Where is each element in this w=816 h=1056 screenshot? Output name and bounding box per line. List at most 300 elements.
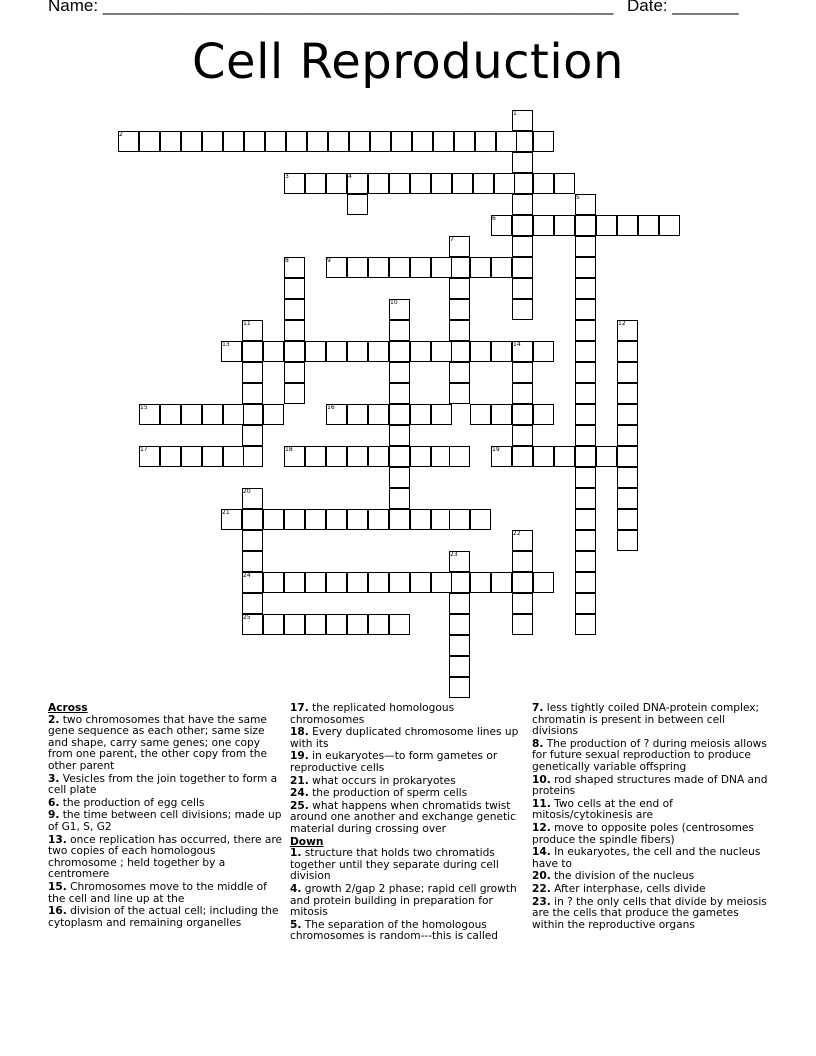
grid-cell[interactable] xyxy=(575,488,596,509)
grid-cell[interactable] xyxy=(412,131,433,152)
grid-cell[interactable] xyxy=(512,194,533,215)
grid-cell[interactable] xyxy=(349,131,370,152)
grid-cell[interactable] xyxy=(410,173,431,194)
grid-cell[interactable] xyxy=(389,446,410,467)
grid-cell[interactable] xyxy=(347,572,368,593)
clue-number: 5 xyxy=(576,194,580,201)
grid-cell[interactable] xyxy=(389,467,410,488)
grid-cell[interactable] xyxy=(449,509,470,530)
grid-cell[interactable] xyxy=(494,173,515,194)
grid-cell[interactable] xyxy=(223,131,244,152)
grid-cell[interactable] xyxy=(512,362,533,383)
grid-cell[interactable] xyxy=(242,509,263,530)
grid-cell[interactable] xyxy=(410,257,431,278)
clue-item-text: the division of the nucleus xyxy=(550,870,695,883)
clue-item-text: division of the actual cell; including the cytoplasm and remaining organelles xyxy=(48,905,279,929)
clue-number: 2 xyxy=(119,131,123,138)
clue-item-number: 8. xyxy=(532,737,544,750)
clue-item-text: the production of egg cells xyxy=(59,796,205,809)
grid-cell[interactable] xyxy=(242,593,263,614)
clue-item-number: 23. xyxy=(532,895,551,908)
grid-cell[interactable] xyxy=(449,257,470,278)
grid-cell[interactable] xyxy=(617,383,638,404)
clue-item xyxy=(290,788,526,800)
grid-cell[interactable] xyxy=(307,131,328,152)
clues-column-3 xyxy=(532,703,768,932)
grid-cell[interactable] xyxy=(449,593,470,614)
grid-cell[interactable] xyxy=(284,299,305,320)
date-line: Date: _______ xyxy=(627,0,739,15)
grid-cell[interactable] xyxy=(575,299,596,320)
grid-cell[interactable] xyxy=(431,257,452,278)
grid-cell[interactable] xyxy=(391,131,412,152)
clue-item xyxy=(290,751,526,774)
grid-cell[interactable] xyxy=(368,614,389,635)
grid-cell[interactable] xyxy=(242,425,263,446)
grid-cell[interactable] xyxy=(202,131,223,152)
grid-cell[interactable] xyxy=(242,551,263,572)
grid-cell[interactable] xyxy=(263,509,284,530)
grid-cell[interactable] xyxy=(617,404,638,425)
clue-item-text: less tightly coiled DNA-protein complex; chromatin is present in between cell divisions xyxy=(532,702,760,738)
grid-cell[interactable] xyxy=(470,509,491,530)
grid-cell[interactable] xyxy=(284,572,305,593)
grid-cell[interactable] xyxy=(638,215,659,236)
grid-cell[interactable] xyxy=(431,173,452,194)
clue-number: 13 xyxy=(222,341,230,348)
grid-cell[interactable] xyxy=(449,278,470,299)
clue-number: 6 xyxy=(492,215,496,222)
grid-cell[interactable] xyxy=(389,341,410,362)
clue-number: 1 xyxy=(513,110,517,117)
grid-cell[interactable] xyxy=(533,341,554,362)
grid-cell[interactable] xyxy=(263,404,284,425)
grid-cell[interactable] xyxy=(242,530,263,551)
clue-item-number: 17. xyxy=(290,702,309,714)
clue-number: 10 xyxy=(390,299,398,306)
clue-number: 20 xyxy=(243,488,251,495)
grid-cell[interactable] xyxy=(284,614,305,635)
clue-item-number: 11. xyxy=(532,797,551,810)
grid-cell[interactable] xyxy=(533,446,554,467)
grid-cell[interactable] xyxy=(449,341,470,362)
grid-cell[interactable] xyxy=(596,215,617,236)
grid-cell[interactable] xyxy=(575,215,596,236)
clue-item-text: the time between cell divisions; made up of G1, S, G2 xyxy=(48,809,282,833)
grid-cell[interactable] xyxy=(473,173,494,194)
clue-number: 11 xyxy=(243,320,251,327)
grid-cell[interactable] xyxy=(431,572,452,593)
clue-number: 18 xyxy=(285,446,293,453)
grid-cell[interactable] xyxy=(370,131,391,152)
across-clue-list xyxy=(48,715,284,930)
grid-cell[interactable] xyxy=(326,614,347,635)
grid-cell[interactable] xyxy=(389,257,410,278)
clue-number: 24 xyxy=(243,572,251,579)
grid-cell[interactable] xyxy=(139,131,160,152)
name-line: Name: ______________________________________________________ xyxy=(48,0,614,15)
clue-item-number: 25. xyxy=(290,799,309,812)
clue-item xyxy=(48,810,284,833)
grid-cell[interactable] xyxy=(242,362,263,383)
grid-cell[interactable] xyxy=(449,614,470,635)
grid-cell[interactable] xyxy=(263,572,284,593)
clue-item-text: two chromosomes that have the same gene sequence as each other; same size and shape, carry same genes; one copy from one parent, the other copy from the other parent xyxy=(48,713,267,772)
clue-item-number: 3. xyxy=(48,772,60,785)
clue-item xyxy=(290,884,526,919)
grid-cell[interactable] xyxy=(305,341,326,362)
clue-number: 9 xyxy=(327,257,331,264)
clue-item-number: 10. xyxy=(532,773,551,786)
grid-cell[interactable] xyxy=(533,215,554,236)
grid-cell[interactable] xyxy=(326,572,347,593)
clue-number: 7 xyxy=(450,236,454,243)
grid-cell[interactable] xyxy=(160,404,181,425)
clue-item-text: rod shaped structures made of DNA and proteins xyxy=(532,773,768,798)
grid-cell[interactable] xyxy=(347,446,368,467)
clue-item-text: The separation of the homologous chromosomes is random---this is called xyxy=(290,918,499,943)
grid-cell[interactable] xyxy=(284,320,305,341)
clue-item-number: 24. xyxy=(290,787,309,800)
grid-cell[interactable] xyxy=(389,320,410,341)
grid-cell[interactable] xyxy=(347,614,368,635)
grid-cell[interactable] xyxy=(347,257,368,278)
clue-number: 12 xyxy=(618,320,626,327)
grid-cell[interactable] xyxy=(575,320,596,341)
clue-item-text: growth 2/gap 2 phase; rapid cell growth and protein building in preparation for mitosis xyxy=(290,882,517,919)
clue-number: 17 xyxy=(140,446,148,453)
down-clue-list xyxy=(290,848,526,943)
grid-cell[interactable] xyxy=(242,404,263,425)
grid-cell[interactable] xyxy=(368,404,389,425)
grid-cell[interactable] xyxy=(389,509,410,530)
grid-cell[interactable] xyxy=(617,215,638,236)
grid-cell[interactable] xyxy=(617,362,638,383)
clue-number: 15 xyxy=(140,404,148,411)
grid-cell[interactable] xyxy=(512,425,533,446)
grid-cell[interactable] xyxy=(659,215,680,236)
clue-item xyxy=(532,799,768,822)
clue-item-text: structure that holds two chromatids together until they separate during cell division xyxy=(290,847,499,883)
grid-cell[interactable] xyxy=(368,572,389,593)
grid-cell[interactable] xyxy=(617,446,638,467)
grid-cell[interactable] xyxy=(284,383,305,404)
grid-cell[interactable] xyxy=(286,131,307,152)
grid-cell[interactable] xyxy=(389,488,410,509)
across-heading: Across xyxy=(48,702,88,714)
clue-item-number: 9. xyxy=(48,809,60,822)
clue-item-number: 14. xyxy=(532,846,551,859)
grid-cell[interactable] xyxy=(431,404,452,425)
grid-cell[interactable] xyxy=(181,446,202,467)
grid-cell[interactable] xyxy=(389,614,410,635)
clue-number: 23 xyxy=(450,551,458,558)
grid-cell[interactable] xyxy=(242,341,263,362)
clue-item-text: the replicated homologous chromosomes xyxy=(290,702,455,726)
grid-cell[interactable] xyxy=(368,509,389,530)
grid-cell[interactable] xyxy=(181,131,202,152)
grid-cell[interactable] xyxy=(512,257,533,278)
grid-cell[interactable] xyxy=(449,446,470,467)
clues-column-2 xyxy=(290,703,526,944)
grid-cell[interactable] xyxy=(389,362,410,383)
grid-cell[interactable] xyxy=(347,509,368,530)
grid-cell[interactable] xyxy=(554,215,575,236)
grid-cell[interactable] xyxy=(449,656,470,677)
grid-cell[interactable] xyxy=(449,383,470,404)
grid-cell[interactable] xyxy=(575,383,596,404)
clue-item-number: 5. xyxy=(290,918,302,931)
grid-cell[interactable] xyxy=(449,320,470,341)
grid-cell[interactable] xyxy=(284,341,305,362)
clue-number: 25 xyxy=(243,614,251,621)
grid-cell[interactable] xyxy=(617,425,638,446)
grid-cell[interactable] xyxy=(470,572,491,593)
clue-item xyxy=(532,871,768,883)
grid-cell[interactable] xyxy=(575,257,596,278)
grid-cell[interactable] xyxy=(512,593,533,614)
clue-item-text: the production of sperm cells xyxy=(308,787,468,800)
grid-cell[interactable] xyxy=(512,383,533,404)
clue-item-number: 12. xyxy=(532,821,551,834)
grid-cell[interactable] xyxy=(202,446,223,467)
grid-cell[interactable] xyxy=(181,404,202,425)
grid-cell[interactable] xyxy=(223,446,244,467)
grid-cell[interactable] xyxy=(575,278,596,299)
grid-cell[interactable] xyxy=(449,299,470,320)
grid-cell[interactable] xyxy=(389,404,410,425)
grid-cell[interactable] xyxy=(575,551,596,572)
grid-cell[interactable] xyxy=(305,572,326,593)
grid-cell[interactable] xyxy=(449,635,470,656)
grid-cell[interactable] xyxy=(433,131,454,152)
clue-item xyxy=(532,884,768,896)
grid-cell[interactable] xyxy=(575,614,596,635)
grid-cell[interactable] xyxy=(160,131,181,152)
clue-item-text: in ? the only cells that divide by meiosis are the cells that produce the gametes within the reproductive organs xyxy=(532,895,767,931)
grid-cell[interactable] xyxy=(449,572,470,593)
grid-cell[interactable] xyxy=(575,446,596,467)
clue-item-number: 6. xyxy=(48,796,60,809)
clue-item xyxy=(48,774,284,797)
grid-cell[interactable] xyxy=(242,446,263,467)
grid-cell[interactable] xyxy=(449,362,470,383)
clue-item-text: In eukaryotes, the cell and the nucleus have to xyxy=(532,846,761,870)
grid-cell[interactable] xyxy=(512,278,533,299)
grid-cell[interactable] xyxy=(575,341,596,362)
grid-cell[interactable] xyxy=(328,131,349,152)
grid-cell[interactable] xyxy=(305,509,326,530)
grid-cell[interactable] xyxy=(617,467,638,488)
grid-cell[interactable] xyxy=(431,341,452,362)
grid-cell[interactable] xyxy=(389,173,410,194)
grid-cell[interactable] xyxy=(596,446,617,467)
clue-item xyxy=(48,882,284,905)
clue-item-number: 2. xyxy=(48,713,60,726)
clue-item-text: in eukaryotes—to form gametes or reproductive cells xyxy=(290,750,498,774)
grid-cell[interactable] xyxy=(512,236,533,257)
grid-cell[interactable] xyxy=(410,404,431,425)
grid-cell[interactable] xyxy=(410,446,431,467)
clue-item-text: Two cells at the end of mitosis/cytokinesis are xyxy=(532,797,673,822)
clue-item-text: The production of ? during meiosis allows for future sexual reproduction to produce genetically variable offspring xyxy=(532,737,767,773)
clue-item-number: 16. xyxy=(48,905,67,918)
grid-cell[interactable] xyxy=(512,551,533,572)
grid-cell[interactable] xyxy=(368,257,389,278)
grid-cell[interactable] xyxy=(491,257,512,278)
grid-cell[interactable] xyxy=(470,404,491,425)
grid-cell[interactable] xyxy=(284,278,305,299)
clue-item xyxy=(532,775,768,798)
grid-cell[interactable] xyxy=(512,572,533,593)
clue-item-text: move to opposite poles (centrosomes produce the spindle fibers) xyxy=(532,821,754,846)
clue-item-number: 15. xyxy=(48,880,67,893)
clue-item-number: 4. xyxy=(290,882,302,895)
grid-cell[interactable] xyxy=(617,509,638,530)
clue-item-text: Vesicles from the join together to form a cell plate xyxy=(48,772,278,797)
grid-cell[interactable] xyxy=(160,446,181,467)
grid-cell[interactable] xyxy=(575,425,596,446)
grid-cell[interactable] xyxy=(617,488,638,509)
clue-item xyxy=(532,739,768,774)
clue-number: 22 xyxy=(513,530,521,537)
grid-cell[interactable] xyxy=(575,572,596,593)
grid-cell[interactable] xyxy=(305,173,326,194)
grid-cell[interactable] xyxy=(305,446,326,467)
grid-cell[interactable] xyxy=(575,236,596,257)
grid-cell[interactable] xyxy=(449,677,470,698)
grid-cell[interactable] xyxy=(575,404,596,425)
grid-cell[interactable] xyxy=(554,446,575,467)
page-title: Cell Reproduction xyxy=(192,34,624,90)
grid-cell[interactable] xyxy=(305,614,326,635)
grid-cell[interactable] xyxy=(368,341,389,362)
grid-cell[interactable] xyxy=(452,173,473,194)
grid-cell[interactable] xyxy=(575,530,596,551)
grid-cell[interactable] xyxy=(265,131,286,152)
grid-cell[interactable] xyxy=(512,446,533,467)
grid-cell[interactable] xyxy=(533,572,554,593)
clue-item xyxy=(532,703,768,738)
clue-item xyxy=(48,835,284,881)
grid-cell[interactable] xyxy=(575,362,596,383)
grid-cell[interactable] xyxy=(389,425,410,446)
grid-cell[interactable] xyxy=(347,341,368,362)
grid-cell[interactable] xyxy=(263,341,284,362)
clue-item-text: Chromosomes move to the middle of the cell and line up at the xyxy=(48,880,267,905)
grid-cell[interactable] xyxy=(470,257,491,278)
grid-cell[interactable] xyxy=(470,341,491,362)
clue-item xyxy=(290,703,526,726)
down-clue-list-continued xyxy=(532,703,768,931)
grid-cell[interactable] xyxy=(410,341,431,362)
grid-cell[interactable] xyxy=(368,173,389,194)
down-heading: Down xyxy=(290,835,324,848)
clue-item xyxy=(290,801,526,836)
clue-item xyxy=(48,715,284,773)
clue-number: 3 xyxy=(285,173,289,180)
clue-number: 4 xyxy=(348,173,352,180)
grid-cell[interactable] xyxy=(554,173,575,194)
grid-cell[interactable] xyxy=(368,446,389,467)
grid-cell[interactable] xyxy=(242,383,263,404)
grid-cell[interactable] xyxy=(284,509,305,530)
clue-item-number: 13. xyxy=(48,833,67,846)
grid-cell[interactable] xyxy=(326,446,347,467)
clue-item-number: 20. xyxy=(532,870,551,883)
clue-item xyxy=(532,823,768,846)
grid-cell[interactable] xyxy=(533,173,554,194)
clue-item-number: 18. xyxy=(290,726,309,739)
grid-cell[interactable] xyxy=(244,131,265,152)
clue-item xyxy=(532,847,768,870)
grid-cell[interactable] xyxy=(512,173,533,194)
clue-item-number: 1. xyxy=(290,847,302,860)
grid-cell[interactable] xyxy=(575,467,596,488)
clue-number: 16 xyxy=(327,404,335,411)
clue-number: 8 xyxy=(285,257,289,264)
grid-cell[interactable] xyxy=(512,215,533,236)
grid-cell[interactable] xyxy=(263,614,284,635)
clue-item xyxy=(290,920,526,943)
grid-cell[interactable] xyxy=(575,593,596,614)
grid-cell[interactable] xyxy=(326,173,347,194)
grid-cell[interactable] xyxy=(512,404,533,425)
grid-cell[interactable] xyxy=(575,509,596,530)
clue-item-text: what happens when chromatids twist around one another and exchange genetic material during crossing over xyxy=(290,799,516,835)
grid-cell[interactable] xyxy=(389,383,410,404)
clue-item-text: what occurs in prokaryotes xyxy=(308,774,456,787)
grid-cell[interactable] xyxy=(326,341,347,362)
grid-cell[interactable] xyxy=(512,152,533,173)
across-clue-list-continued xyxy=(290,703,526,836)
grid-cell[interactable] xyxy=(533,131,554,152)
clue-item-number: 19. xyxy=(290,750,309,763)
grid-cell[interactable] xyxy=(475,131,496,152)
grid-cell[interactable] xyxy=(223,404,244,425)
clue-number: 14 xyxy=(513,341,521,348)
grid-cell[interactable] xyxy=(491,341,512,362)
clues-column-1 xyxy=(48,703,284,930)
grid-cell[interactable] xyxy=(617,530,638,551)
grid-cell[interactable] xyxy=(389,572,410,593)
grid-cell[interactable] xyxy=(202,404,223,425)
grid-cell[interactable] xyxy=(617,341,638,362)
grid-cell[interactable] xyxy=(347,404,368,425)
grid-cell[interactable] xyxy=(347,194,368,215)
clue-item-number: 7. xyxy=(532,702,544,714)
grid-cell[interactable] xyxy=(533,404,554,425)
grid-cell[interactable] xyxy=(326,509,347,530)
grid-cell[interactable] xyxy=(491,572,512,593)
grid-cell[interactable] xyxy=(491,404,512,425)
clue-item xyxy=(290,727,526,750)
clue-item-number: 22. xyxy=(532,882,551,895)
clue-item-text: once replication has occurred, there are two copies of each homologous chromosome ; held together by a centromere xyxy=(48,833,283,881)
clue-number: 21 xyxy=(222,509,230,516)
clue-item-number: 21. xyxy=(290,774,309,787)
grid-cell[interactable] xyxy=(410,572,431,593)
grid-cell[interactable] xyxy=(284,362,305,383)
clue-item xyxy=(532,897,768,932)
clue-item xyxy=(290,776,526,788)
grid-cell[interactable] xyxy=(454,131,475,152)
grid-cell[interactable] xyxy=(496,131,517,152)
clue-item xyxy=(48,798,284,810)
grid-cell[interactable] xyxy=(410,509,431,530)
grid-cell[interactable] xyxy=(512,614,533,635)
grid-cell[interactable] xyxy=(512,299,533,320)
